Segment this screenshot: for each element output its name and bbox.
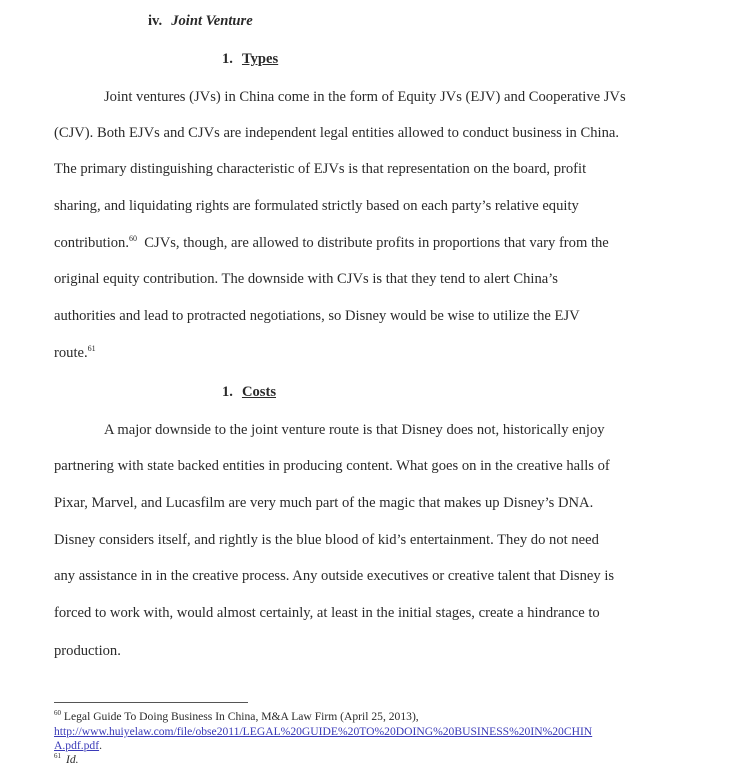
subsection-number: 1. [222,384,233,400]
paragraph-line: Joint ventures (JVs) in China come in the form of Equity JVs (EJV) and Cooperative JVs [104,89,626,105]
paragraph-line: forced to work with, would almost certainly, at least in the initial stages, create a hindrance to [54,605,600,621]
paragraph-line: production. [54,643,121,659]
paragraph-line: original equity contribution. The downside with CJVs is that they tend to alert China’s [54,271,558,287]
subsection-number: 1. [222,51,233,67]
subsection-heading-costs [222,383,276,401]
footnote-link[interactable]: A.pdf.pdf [54,739,100,752]
paragraph-line: any assistance in in the creative process. Any outside executives or creative talent that Disney is [54,568,615,584]
paragraph-line: authorities and lead to protracted negotiations, so Disney would be wise to utilize the EJV [54,308,580,324]
footnote-punct: . [99,739,102,752]
paragraph-line: sharing, and liquidating rights are formulated strictly based on each party’s relative equity [54,198,579,214]
paragraph-line: Disney considers itself, and rightly is the blue blood of kid’s entertainment. They do not need [54,532,599,548]
paragraph-line [54,234,609,252]
section-number: iv. [148,13,163,29]
footnote-60-link-line [54,739,102,753]
subsection-title: Types [241,51,279,67]
footnote-61 [54,753,79,767]
section-heading [148,12,253,30]
subsection-title: Costs [241,384,277,400]
footnote-link[interactable]: http://www.huiyelaw.com/file/obse2011/LEGAL%20GUIDE%20TO%20DOING%20BUSINESS%20IN%20CHIN [54,725,593,738]
footnote-number: 61 [54,752,61,760]
paragraph-line: The primary distinguishing characteristic of EJVs is that representation on the board, profit [54,161,587,177]
footnote-text: Legal Guide To Doing Business In China, M&A Law Firm (April 25, 2013), [61,710,419,723]
subsection-heading-types [222,50,278,68]
footnote-ref-60[interactable]: 60 [129,234,137,243]
paragraph-line [54,344,96,362]
footnote-ref-61[interactable]: 61 [87,344,96,353]
footnote-60 [54,710,419,724]
footnote-number: 60 [54,709,61,717]
line-text: route. [54,345,88,361]
line-text: CJVs, though, are allowed to distribute profits in proportions that vary from the [137,235,609,251]
footnote-text: Id. [66,753,79,766]
paragraph-line: (CJV). Both EJVs and CJVs are independent legal entities allowed to conduct business in China. [54,125,620,141]
footnote-60-link-line [54,725,592,739]
section-title: Joint Venture [171,13,253,29]
paragraph-line: A major downside to the joint venture route is that Disney does not, historically enjoy [104,422,605,438]
paragraph-line: Pixar, Marvel, and Lucasfilm are very much part of the magic that makes up Disney’s DNA. [54,495,594,511]
footnote-separator [54,702,248,703]
line-text: contribution. [54,235,129,251]
paragraph-line: partnering with state backed entities in producing content. What goes on in the creative halls of [54,458,610,474]
